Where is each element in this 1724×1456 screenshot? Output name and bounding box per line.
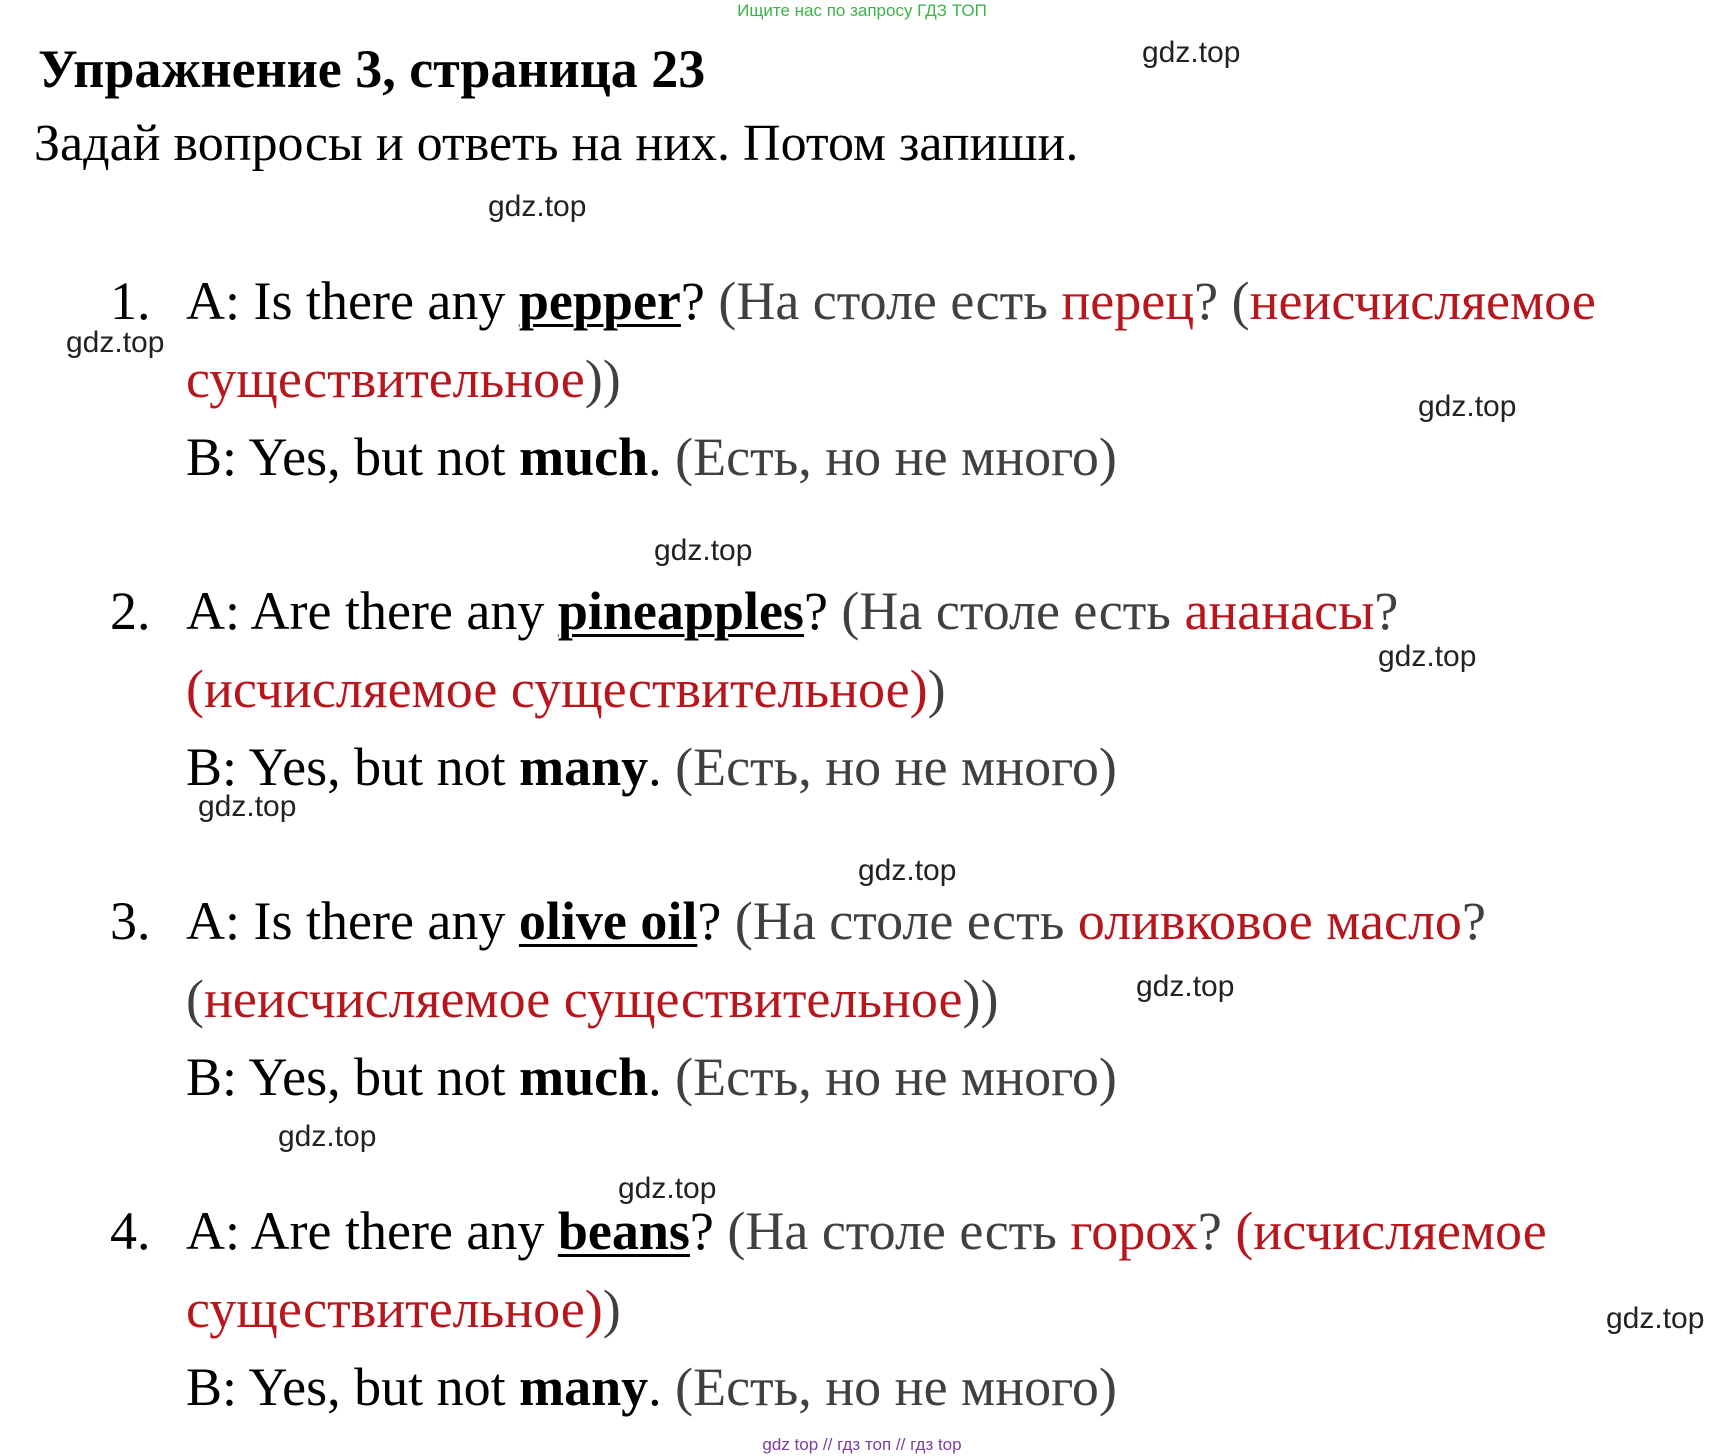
footer-links[interactable]: gdz top // гдз топ // гдз top: [762, 1435, 962, 1454]
watermark: gdz.top: [488, 190, 587, 223]
item-number: 2.: [110, 581, 151, 641]
answer-word: many: [519, 1357, 649, 1417]
answer-word: much: [519, 427, 649, 487]
search-banner[interactable]: Ищите нас по запросу ГДЗ ТОП: [737, 1, 987, 20]
question-line: A: Are there any beans? (На столе есть горох? (исчисляемое: [186, 1201, 1547, 1261]
watermark: gdz.top: [858, 854, 957, 887]
watermark: gdz.top: [1378, 640, 1477, 673]
answer-word: much: [519, 1047, 649, 1107]
page-title: Упражнение 3, страница 23: [38, 39, 706, 99]
watermark: gdz.top: [1136, 970, 1235, 1003]
watermark: gdz.top: [66, 326, 165, 359]
watermark: gdz.top: [654, 534, 753, 567]
watermark: gdz.top: [618, 1172, 717, 1205]
item-number: 3.: [110, 891, 151, 951]
keyword: olive oil: [518, 891, 698, 951]
keyword: beans: [557, 1201, 690, 1261]
watermark: gdz.top: [1606, 1302, 1705, 1335]
watermark: gdz.top: [278, 1120, 377, 1153]
keyword: pineapples: [557, 581, 804, 641]
watermark: gdz.top: [198, 790, 297, 823]
question-line: A: Is there any pepper? (На столе есть перец? (неисчисляемое: [186, 271, 1596, 331]
note-line: (неисчисляемое существительное)): [186, 969, 999, 1029]
answer-line: B: Yes, but not many. (Есть, но не много): [186, 1357, 1117, 1417]
answer-word: many: [519, 737, 649, 797]
answer-line: B: Yes, but not much. (Есть, но не много): [186, 1047, 1117, 1107]
watermark: gdz.top: [1418, 390, 1517, 423]
question-line: A: Is there any olive oil? (На столе есть оливковое масло?: [186, 891, 1486, 951]
question-line: A: Are there any pineapples? (На столе есть ананасы?: [186, 581, 1399, 641]
answer-line: B: Yes, but not much. (Есть, но не много): [186, 427, 1117, 487]
answer-line: B: Yes, but not many. (Есть, но не много): [186, 737, 1117, 797]
exercise-instruction: Задай вопросы и ответь на них. Потом запиши.: [34, 115, 1079, 172]
watermark: gdz.top: [1142, 36, 1241, 69]
note-line: существительное)): [186, 1279, 621, 1339]
note-line: (исчисляемое существительное)): [186, 659, 946, 719]
keyword: pepper: [518, 271, 681, 331]
item-number: 4.: [110, 1201, 151, 1261]
item-number: 1.: [110, 271, 151, 331]
note-line: существительное)): [186, 349, 621, 409]
